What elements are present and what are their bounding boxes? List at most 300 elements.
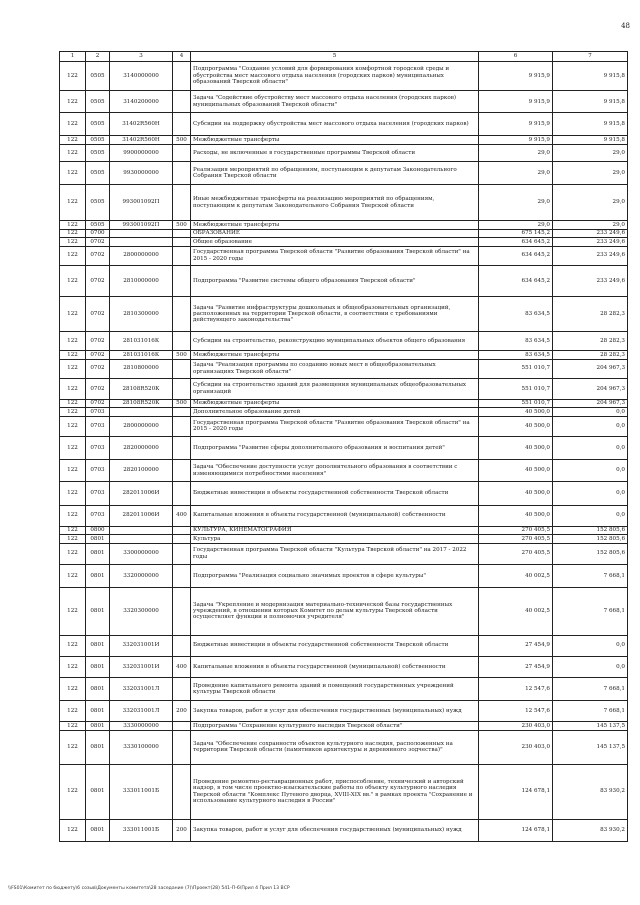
section-code-cell: 0801 [86,588,110,636]
file-path-footer: \\FS01\Комитет по бюджету\6 созыв\Документы комитета\28 заседание (7)\Проект(28) 541-П-6\Прил 4 Прил 13 ВСР [8,886,290,891]
amount-2019-cell: 9 915,9 [479,61,553,91]
amount-2020-cell: 7 668,1 [553,588,628,636]
description-cell: Задача "Укрепление и модернизация материально-технической базы государственных учреждений, в отношении которых Комитет по делам культуры Тверской области осуществляет функции и полномочия учредителя" [191,588,479,636]
admin-code-cell: 122 [60,535,86,543]
table-row [60,161,628,184]
table-row [60,482,628,505]
section-code-cell: 0801 [86,656,110,677]
admin-code-cell: 122 [60,399,86,407]
table-row [60,246,628,265]
table-row [60,408,628,416]
table-row [60,764,628,819]
admin-code-cell: 122 [60,359,86,378]
description-cell: Подпрограмма "Реализация социально значимых проектов в сфере культуры" [191,564,479,587]
admin-code-cell: 122 [60,656,86,677]
target-article-cell: 2800000000 [110,416,173,436]
amount-2019-cell: 40 002,5 [479,588,553,636]
description-cell: Государственная программа Тверской области "Развитие образования Тверской области" на 2015 - 2020 годы [191,416,479,436]
section-code-cell: 0703 [86,408,110,416]
amount-2019-cell: 230 403,0 [479,722,553,730]
amount-2020-cell: 0,0 [553,416,628,436]
amount-2020-cell: 28 282,3 [553,351,628,359]
expense-type-cell [173,526,191,534]
amount-2019-cell: 29,0 [479,161,553,184]
target-article-cell: 282011006И [110,482,173,505]
table-row [60,564,628,587]
target-article-cell: 3140200000 [110,91,173,113]
section-code-cell: 0801 [86,764,110,819]
admin-code-cell: 122 [60,526,86,534]
column-number-6: 6 [479,52,553,62]
expense-type-cell [173,460,191,482]
table-row [60,185,628,221]
section-code-cell: 0702 [86,332,110,351]
admin-code-cell: 122 [60,588,86,636]
section-code-cell: 0505 [86,135,110,145]
expense-type-cell [173,161,191,184]
description-cell: Межбюджетные трансферты [191,221,479,229]
description-cell: Общее образование [191,238,479,246]
amount-2020-cell: 83 930,2 [553,819,628,841]
admin-code-cell: 122 [60,135,86,145]
column-number-5: 5 [191,52,479,62]
table-row [60,460,628,482]
description-cell: Капитальные вложения в объекты государственной (муниципальной) собственности [191,505,479,526]
target-article-cell: 282011006И [110,505,173,526]
table-row [60,61,628,91]
amount-2020-cell: 9 915,8 [553,135,628,145]
amount-2019-cell: 9 915,9 [479,113,553,135]
section-code-cell: 0702 [86,297,110,332]
description-cell: Подпрограмма "Развитие сферы дополнительного образования и воспитания детей" [191,436,479,459]
amount-2020-cell: 83 930,2 [553,764,628,819]
target-article-cell: 2820000000 [110,436,173,459]
table-row [60,297,628,332]
expense-type-cell [173,635,191,656]
target-article-cell: 993001092П [110,185,173,221]
target-article-cell: 3140000000 [110,61,173,91]
table-row [60,221,628,229]
target-article-cell [110,408,173,416]
expense-type-cell [173,113,191,135]
table-row [60,543,628,564]
target-article-cell: 2800000000 [110,246,173,265]
section-code-cell: 0703 [86,436,110,459]
admin-code-cell: 122 [60,113,86,135]
expense-type-cell [173,677,191,700]
expense-type-cell [173,91,191,113]
section-code-cell: 0801 [86,635,110,656]
expense-type-cell [173,722,191,730]
amount-2020-cell: 9 915,8 [553,61,628,91]
expense-type-cell: 500 [173,221,191,229]
amount-2020-cell: 7 668,1 [553,701,628,722]
section-code-cell: 0702 [86,351,110,359]
section-code-cell: 0801 [86,535,110,543]
expense-type-cell [173,764,191,819]
section-code-cell: 0702 [86,238,110,246]
amount-2020-cell: 204 967,3 [553,399,628,407]
target-article-cell: 333011001Б [110,819,173,841]
table-row [60,526,628,534]
amount-2020-cell: 0,0 [553,635,628,656]
section-code-cell: 0505 [86,221,110,229]
table-row [60,378,628,399]
description-cell: Подпрограмма "Развитие системы общего образования Тверской области" [191,265,479,297]
amount-2019-cell: 27 454,9 [479,656,553,677]
section-code-cell: 0801 [86,564,110,587]
admin-code-cell: 122 [60,332,86,351]
admin-code-cell: 122 [60,722,86,730]
expense-type-cell [173,730,191,764]
expense-type-cell: 400 [173,656,191,677]
target-article-cell: 332031001И [110,656,173,677]
section-code-cell: 0505 [86,61,110,91]
description-cell: Государственная программа Тверской области "Развитие образования Тверской области" на 2015 - 2020 годы [191,246,479,265]
target-article-cell: 2810000000 [110,265,173,297]
section-code-cell: 0702 [86,265,110,297]
amount-2019-cell: 551 010,7 [479,399,553,407]
description-cell: Подпрограмма "Сохранение культурного наследия Тверской области" [191,722,479,730]
section-code-cell: 0505 [86,113,110,135]
amount-2019-cell: 40 002,5 [479,564,553,587]
admin-code-cell: 122 [60,229,86,237]
table-row [60,399,628,407]
table-row [60,332,628,351]
admin-code-cell: 122 [60,416,86,436]
target-article-cell: 9900000000 [110,145,173,162]
page-number: 48 [621,22,630,30]
table-row [60,91,628,113]
table-row [60,677,628,700]
amount-2020-cell: 0,0 [553,482,628,505]
expense-type-cell [173,564,191,587]
section-code-cell: 0801 [86,722,110,730]
admin-code-cell: 122 [60,564,86,587]
amount-2019-cell: 551 010,7 [479,378,553,399]
expense-type-cell [173,543,191,564]
amount-2019-cell: 124 678,1 [479,764,553,819]
target-article-cell: 3300000000 [110,543,173,564]
table-row [60,535,628,543]
amount-2020-cell: 152 805,6 [553,535,628,543]
section-code-cell: 0801 [86,819,110,841]
amount-2019-cell: 634 645,2 [479,238,553,246]
amount-2019-cell: 40 500,0 [479,482,553,505]
section-code-cell: 0505 [86,145,110,162]
description-cell: ОБРАЗОВАНИЕ [191,229,479,237]
amount-2020-cell: 28 282,3 [553,297,628,332]
admin-code-cell: 122 [60,351,86,359]
target-article-cell: 3330000000 [110,722,173,730]
admin-code-cell: 122 [60,378,86,399]
target-article-cell [110,238,173,246]
target-article-cell: 333011001Б [110,764,173,819]
description-cell: Субсидии на поддержку обустройства мест массового отдыха населения (городских парков) [191,113,479,135]
table-row [60,819,628,841]
description-cell: Государственная программа Тверской области "Культура Тверской области" на 2017 - 2022 годы [191,543,479,564]
amount-2020-cell: 0,0 [553,656,628,677]
description-cell: Субсидии на строительство зданий для размещения муниципальных общеобразовательных организаций [191,378,479,399]
description-cell: Проведение ремонтно-реставрационных работ, приспособление, технический и авторский надзор, в том числе проектно-изыскательские работы по объекту культурного наследия Тверской области "Комплекс Путевого дворца, XVIII-XIX вв." в рамках проекта "Сохранение и использование культурного наследия в России" [191,764,479,819]
amount-2020-cell: 0,0 [553,436,628,459]
admin-code-cell: 122 [60,819,86,841]
description-cell: Задача "Содействие обустройству мест массового отдыха населения (городских парков) муниципальных образований Тверской области" [191,91,479,113]
expense-type-cell [173,588,191,636]
description-cell: Дополнительное образование детей [191,408,479,416]
target-article-cell: 2810300000 [110,297,173,332]
amount-2020-cell: 152 805,6 [553,526,628,534]
section-code-cell: 0801 [86,701,110,722]
table-row [60,359,628,378]
expense-type-cell [173,436,191,459]
table-row [60,588,628,636]
expense-type-cell [173,535,191,543]
description-cell: Задача "Реализация программы по созданию новых мест в общеобразовательных организациях Тверской области" [191,359,479,378]
table-row [60,730,628,764]
section-code-cell: 0702 [86,359,110,378]
expense-type-cell: 400 [173,505,191,526]
column-number-4: 4 [173,52,191,62]
admin-code-cell: 122 [60,730,86,764]
admin-code-cell: 122 [60,408,86,416]
target-article-cell: 993001092П [110,221,173,229]
target-article-cell: 28108R520К [110,378,173,399]
expense-type-cell [173,238,191,246]
target-article-cell: 28108R520К [110,399,173,407]
admin-code-cell: 122 [60,635,86,656]
expense-type-cell: 200 [173,701,191,722]
amount-2019-cell: 29,0 [479,221,553,229]
target-article-cell: 2820100000 [110,460,173,482]
admin-code-cell: 122 [60,161,86,184]
amount-2020-cell: 9 915,8 [553,91,628,113]
expense-type-cell: 500 [173,135,191,145]
table-row [60,635,628,656]
description-cell: Проведение капитального ремонта зданий и помещений государственных учреждений культуры Тверской области [191,677,479,700]
table-row [60,229,628,237]
description-cell: Реализация мероприятий по обращениям, поступающим к депутатам Законодательного Собрания Тверской области [191,161,479,184]
table-row [60,113,628,135]
target-article-cell [110,229,173,237]
expense-type-cell [173,229,191,237]
amount-2020-cell: 233 249,6 [553,246,628,265]
description-cell: Межбюджетные трансферты [191,351,479,359]
expense-type-cell [173,408,191,416]
admin-code-cell: 122 [60,460,86,482]
admin-code-cell: 122 [60,764,86,819]
amount-2019-cell: 27 454,9 [479,635,553,656]
section-code-cell: 0505 [86,161,110,184]
section-code-cell: 0801 [86,543,110,564]
target-article-cell: 9930000000 [110,161,173,184]
description-cell: Культура [191,535,479,543]
description-cell: Иные межбюджетные трансферты на реализацию мероприятий по обращениям, поступающим к депутатам Законодательного Собрания Тверской области [191,185,479,221]
table-row [60,722,628,730]
amount-2020-cell: 29,0 [553,145,628,162]
expense-type-cell [173,359,191,378]
expense-type-cell: 200 [173,819,191,841]
table-row [60,416,628,436]
section-code-cell: 0703 [86,505,110,526]
section-code-cell: 0702 [86,378,110,399]
target-article-cell: 2810800000 [110,359,173,378]
expense-type-cell [173,482,191,505]
amount-2019-cell: 40 500,0 [479,436,553,459]
target-article-cell: 281031016К [110,332,173,351]
amount-2019-cell: 9 915,9 [479,135,553,145]
header-row [60,52,628,62]
target-article-cell: 3320000000 [110,564,173,587]
amount-2019-cell: 40 500,0 [479,460,553,482]
description-cell: Задача "Развитие инфраструктуры дошкольных и общеобразовательных организаций, расположенных на территории Тверской области, в соответствии с требованиями действующего законодательства" [191,297,479,332]
admin-code-cell: 122 [60,61,86,91]
amount-2019-cell: 230 403,0 [479,730,553,764]
target-article-cell: 332031001Л [110,677,173,700]
table-row [60,701,628,722]
amount-2019-cell: 29,0 [479,145,553,162]
target-article-cell: 31402R560Н [110,135,173,145]
amount-2019-cell: 634 645,2 [479,265,553,297]
expense-type-cell [173,265,191,297]
admin-code-cell: 122 [60,91,86,113]
amount-2020-cell: 29,0 [553,185,628,221]
amount-2019-cell: 12 547,6 [479,701,553,722]
expense-type-cell [173,61,191,91]
admin-code-cell: 122 [60,238,86,246]
admin-code-cell: 122 [60,265,86,297]
amount-2019-cell: 83 634,5 [479,332,553,351]
amount-2019-cell: 270 405,5 [479,526,553,534]
target-article-cell: 332031001И [110,635,173,656]
amount-2019-cell: 675 145,2 [479,229,553,237]
budget-table [59,51,628,842]
section-code-cell: 0703 [86,482,110,505]
amount-2020-cell: 28 282,3 [553,332,628,351]
target-article-cell: 3320300000 [110,588,173,636]
section-code-cell: 0800 [86,526,110,534]
description-cell: Подпрограмма "Создание условий для формирования комфортной городской среды и обустройства мест массового отдыха населения (городских парков) муниципальных образований Тверской области" [191,61,479,91]
expense-type-cell [173,246,191,265]
description-cell: Капитальные вложения в объекты государственной (муниципальной) собственности [191,656,479,677]
amount-2020-cell: 7 668,1 [553,564,628,587]
target-article-cell [110,535,173,543]
amount-2020-cell: 29,0 [553,221,628,229]
amount-2019-cell: 551 010,7 [479,359,553,378]
amount-2020-cell: 0,0 [553,460,628,482]
table-row [60,656,628,677]
amount-2020-cell: 233 249,6 [553,229,628,237]
table-row [60,351,628,359]
amount-2020-cell: 0,0 [553,505,628,526]
section-code-cell: 0703 [86,416,110,436]
expense-type-cell [173,297,191,332]
description-cell: КУЛЬТУРА, КИНЕМАТОГРАФИЯ [191,526,479,534]
section-code-cell: 0505 [86,91,110,113]
column-number-7: 7 [553,52,628,62]
amount-2020-cell: 7 668,1 [553,677,628,700]
admin-code-cell: 122 [60,543,86,564]
admin-code-cell: 122 [60,436,86,459]
table-row [60,505,628,526]
amount-2020-cell: 152 805,6 [553,543,628,564]
target-article-cell: 281031016К [110,351,173,359]
description-cell: Задача "Обеспечение сохранности объектов культурного наследия, расположенных на территории Тверской области (памятников архитектуры и деревянного зодчества)" [191,730,479,764]
amount-2019-cell: 83 634,5 [479,297,553,332]
expense-type-cell [173,185,191,221]
description-cell: Закупка товаров, работ и услуг для обеспечения государственных (муниципальных) нужд [191,819,479,841]
target-article-cell: 31402R560Н [110,113,173,135]
section-code-cell: 0702 [86,399,110,407]
amount-2020-cell: 145 137,5 [553,730,628,764]
description-cell: Межбюджетные трансферты [191,399,479,407]
amount-2019-cell: 83 634,5 [479,351,553,359]
table-row [60,135,628,145]
description-cell: Задача "Обеспечение доступности услуг дополнительного образования в соответствии с изменяющимися потребностями населения" [191,460,479,482]
table-row [60,436,628,459]
target-article-cell: 3330100000 [110,730,173,764]
description-cell: Расходы, не включенные в государственные программы Тверской области [191,145,479,162]
amount-2020-cell: 0,0 [553,408,628,416]
admin-code-cell: 122 [60,677,86,700]
admin-code-cell: 122 [60,145,86,162]
expense-type-cell: 500 [173,399,191,407]
table-row [60,145,628,162]
amount-2019-cell: 29,0 [479,185,553,221]
amount-2019-cell: 634 645,2 [479,246,553,265]
admin-code-cell: 122 [60,221,86,229]
column-number-1: 1 [60,52,86,62]
amount-2020-cell: 204 967,3 [553,378,628,399]
admin-code-cell: 122 [60,297,86,332]
section-code-cell: 0801 [86,730,110,764]
amount-2019-cell: 9 915,9 [479,91,553,113]
amount-2019-cell: 124 678,1 [479,819,553,841]
expense-type-cell [173,145,191,162]
amount-2019-cell: 270 405,5 [479,543,553,564]
amount-2020-cell: 9 915,8 [553,113,628,135]
table-row [60,265,628,297]
target-article-cell [110,526,173,534]
section-code-cell: 0801 [86,677,110,700]
description-cell: Бюджетные инвестиции в объекты государственной собственности Тверской области [191,635,479,656]
amount-2019-cell: 40 500,0 [479,505,553,526]
amount-2020-cell: 204 967,3 [553,359,628,378]
section-code-cell: 0703 [86,460,110,482]
table-row [60,238,628,246]
amount-2019-cell: 40 500,0 [479,416,553,436]
admin-code-cell: 122 [60,246,86,265]
target-article-cell: 332031001Л [110,701,173,722]
amount-2020-cell: 145 137,5 [553,722,628,730]
description-cell: Бюджетные инвестиции в объекты государственной собственности Тверской области [191,482,479,505]
admin-code-cell: 122 [60,482,86,505]
description-cell: Межбюджетные трансферты [191,135,479,145]
section-code-cell: 0702 [86,246,110,265]
expense-type-cell [173,378,191,399]
expense-type-cell [173,416,191,436]
column-number-2: 2 [86,52,110,62]
amount-2020-cell: 233 249,6 [553,238,628,246]
admin-code-cell: 122 [60,185,86,221]
description-cell: Субсидии на строительство, реконструкцию муниципальных объектов общего образования [191,332,479,351]
admin-code-cell: 122 [60,505,86,526]
expense-type-cell [173,332,191,351]
amount-2019-cell: 12 547,6 [479,677,553,700]
expense-type-cell: 500 [173,351,191,359]
amount-2019-cell: 270 405,5 [479,535,553,543]
section-code-cell: 0505 [86,185,110,221]
